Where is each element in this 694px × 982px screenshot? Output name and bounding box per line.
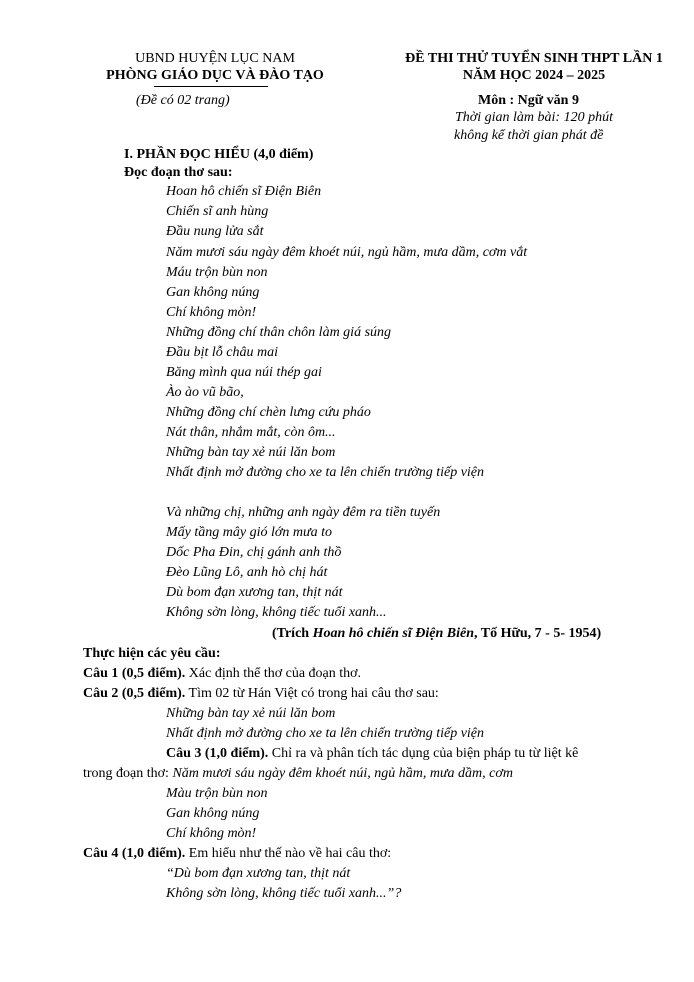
poem-line: Không sờn lòng, không tiếc tuổi xanh...: [166, 605, 387, 620]
subject: Môn : Ngữ văn 9: [478, 93, 579, 108]
school-year: NĂM HỌC 2024 – 2025: [462, 68, 606, 83]
question-3-quote-line: Gan không núng: [166, 806, 260, 821]
office-name: PHÒNG GIÁO DỤC VÀ ĐÀO TẠO: [106, 68, 324, 83]
question-3-text: Chỉ ra và phân tích tác dụng của biện pháp tu từ liệt kê: [268, 746, 579, 761]
poem-line: Những bàn tay xẻ núi lăn bom: [166, 445, 336, 460]
question-4-quote-line: Không sờn lòng, không tiếc tuổi xanh...”?: [166, 886, 402, 901]
poem-line: Máu trộn bùn non: [166, 265, 268, 280]
question-2-label: Câu 2 (0,5 điểm).: [83, 686, 186, 701]
citation-suffix: , Tố Hữu, 7 - 5- 1954): [474, 626, 602, 641]
question-3-label: Câu 3 (1,0 điểm).: [166, 746, 269, 761]
poem-line: Và những chị, những anh ngày đêm ra tiền tuyến: [166, 505, 441, 520]
poem-line: Ào ào vũ bão,: [166, 385, 244, 400]
poem-line: Chí không mòn!: [166, 305, 257, 320]
poem-line: Gan không núng: [166, 285, 260, 300]
question-3-continued: [83, 765, 513, 783]
question-3-quote-line: Chí không mòn!: [166, 826, 257, 841]
question-4-quote-line: “Dù bom đạn xương tan, thịt nát: [166, 866, 351, 881]
page-count-note: (Đề có 02 trang): [136, 93, 230, 108]
poem-line: Chiến sĩ anh hùng: [166, 204, 269, 219]
poem-line: Dù bom đạn xương tan, thịt nát: [166, 585, 343, 600]
section-title: I. PHẦN ĐỌC HIỂU (4,0 điểm): [124, 147, 314, 162]
poem-line: Đầu bịt lỗ châu mai: [166, 345, 278, 360]
question-2-quote-line: Nhất định mở đường cho xe ta lên chiến trường tiếp viện: [166, 726, 485, 741]
poem-line: Những đồng chí thân chôn làm giá súng: [166, 325, 392, 340]
citation: [272, 625, 601, 643]
question-1: [83, 665, 361, 683]
poem-line: Hoan hô chiến sĩ Điện Biên: [166, 184, 322, 199]
department-name: UBND HUYỆN LỤC NAM: [135, 51, 295, 66]
poem-line: Dốc Pha Đin, chị gánh anh thồ: [166, 545, 342, 560]
citation-prefix: (Trích: [272, 626, 313, 641]
poem-line: Băng mình qua núi thép gai: [166, 365, 322, 380]
question-4: [83, 845, 391, 863]
exam-title: ĐỀ THI THỬ TUYỂN SINH THPT LẦN 1: [405, 51, 663, 66]
question-3: [166, 745, 578, 763]
time-note: không kể thời gian phát đề: [454, 128, 604, 143]
time-limit: Thời gian làm bài: 120 phút: [455, 110, 613, 125]
question-4-text: Em hiểu như thế nào về hai câu thơ:: [185, 846, 392, 861]
poem-line: Nhất định mở đường cho xe ta lên chiến trường tiếp viện: [166, 465, 485, 480]
question-3-quote-first: Năm mươi sáu ngày đêm khoét núi, ngủ hầm, mưa dầm, cơm: [172, 766, 513, 781]
question-2: [83, 685, 439, 703]
question-2-text: Tìm 02 từ Hán Việt có trong hai câu thơ sau:: [185, 686, 439, 701]
requirements-heading: Thực hiện các yêu cầu:: [83, 646, 221, 661]
poem-line: Nát thân, nhắm mắt, còn ôm...: [166, 425, 336, 440]
question-1-text: Xác định thể thơ của đoạn thơ.: [185, 666, 362, 681]
poem-line: Đầu nung lửa sắt: [166, 224, 264, 239]
question-3-text-2: trong đoạn thơ:: [83, 766, 173, 781]
poem-line: Những đồng chí chèn lưng cứu pháo: [166, 405, 371, 420]
question-3-quote-line: Màu trộn bùn non: [166, 786, 268, 801]
reading-instruction: Đọc đoạn thơ sau:: [124, 165, 233, 180]
question-2-quote-line: Những bàn tay xẻ núi lăn bom: [166, 706, 336, 721]
citation-title: Hoan hô chiến sĩ Điện Biên: [312, 626, 474, 641]
poem-line: Đèo Lũng Lô, anh hò chị hát: [166, 565, 328, 580]
question-1-label: Câu 1 (0,5 điểm).: [83, 666, 186, 681]
poem-line: Mấy tầng mây gió lớn mưa to: [166, 525, 332, 540]
question-4-label: Câu 4 (1,0 điểm).: [83, 846, 186, 861]
header-underline: [154, 86, 268, 87]
poem-line: Năm mươi sáu ngày đêm khoét núi, ngủ hầm, mưa dầm, cơm vắt: [166, 245, 528, 260]
